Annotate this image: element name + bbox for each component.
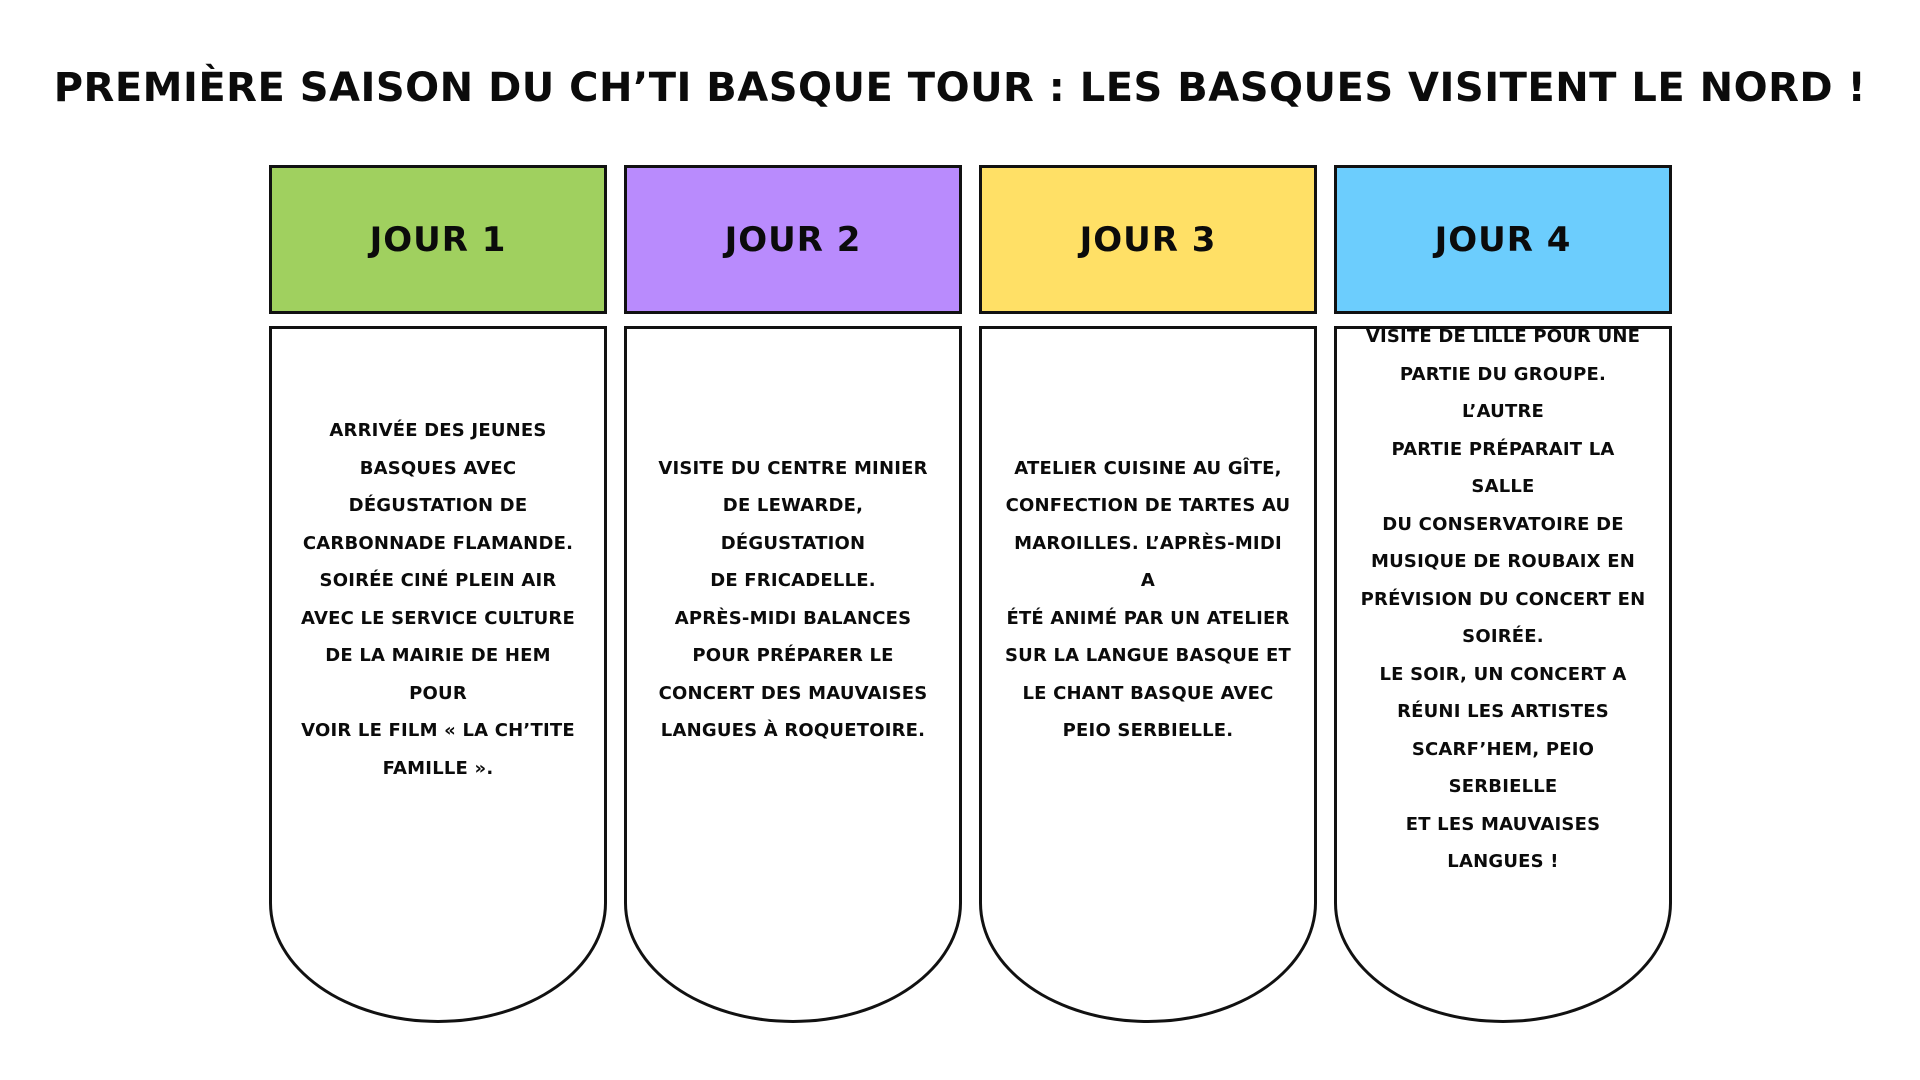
day-text-line: CARBONNADE FLAMANDE. [302,532,574,554]
day-text-line: VOIR LE FILM « LA CH’TITE [301,720,575,741]
page-title: PREMIÈRE SAISON DU CH’TI BASQUE TOUR : LES BASQUES VISITENT LE NORD ! [53,65,1867,111]
day-text-line: APRÈS-MIDI BALANCES [674,607,912,629]
day-text-line: MUSIQUE DE ROUBAIX EN [1370,551,1635,573]
day-text-line: POUR PRÉPARER LE [692,645,894,666]
day-text-line: ÉTÉ ANIMÉ PAR UN ATELIER [1006,607,1290,629]
day-text-line: ET LES MAUVAISES LANGUES ! [1405,813,1601,873]
day-text-line: FAMILLE ». [382,757,494,779]
day-text-line: SOIRÉE. [1462,626,1544,648]
day-text-line: CONCERT DES MAUVAISES [658,682,928,704]
day-column-3 [979,165,1317,1023]
day-column-4 [1334,165,1672,1023]
day-text-line: PARTIE PRÉPARAIT LA SALLE [1391,438,1615,498]
day-text-line: PARTIE DU GROUPE. L’AUTRE [1399,363,1607,423]
day-text-line: ATELIER CUISINE AU GÎTE, [1014,457,1282,479]
day-text-line: DE FRICADELLE. [710,570,876,591]
day-text-line: DU CONSERVATOIRE DE [1382,513,1624,535]
day-header-1 [269,165,607,314]
day-text-line: BASQUES AVEC [359,457,517,479]
day-description-3 [1004,450,1292,750]
day-text-line: MAROILLES. L’APRÈS-MIDI A [1014,532,1282,591]
day-text-line: VISITE DE LILLE POUR UNE [1365,326,1641,348]
day-card-2 [624,326,962,1023]
day-text-line: VISITE DU CENTRE MINIER [658,457,928,479]
day-text-line: PRÉVISION DU CONCERT EN [1360,588,1646,610]
day-text-line: LE CHANT BASQUE AVEC [1022,682,1274,704]
day-label-2: JOUR 2 [724,219,862,260]
day-text-line: RÉUNI LES ARTISTES [1397,701,1609,723]
day-text-line: SOIRÉE CINÉ PLEIN AIR [319,570,557,591]
day-description-2 [649,450,937,750]
day-column-1 [269,165,607,1023]
day-text-line: ARRIVÉE DES JEUNES [329,420,547,441]
day-description-1 [294,412,582,787]
day-card-4 [1334,326,1672,1023]
day-text-line: LE SOIR, UN CONCERT A [1379,663,1627,685]
day-text-line: SUR LA LANGUE BASQUE ET [1004,645,1292,666]
day-description-4 [1359,318,1647,881]
day-header-3 [979,165,1317,314]
day-header-4 [1334,165,1672,314]
day-label-4: JOUR 4 [1434,219,1572,260]
day-text-line: CONFECTION DE TARTES AU [1005,495,1291,516]
day-text-line: PEIO SERBIELLE. [1062,720,1234,741]
day-card-3 [979,326,1317,1023]
day-column-2 [624,165,962,1023]
day-label-3: JOUR 3 [1079,219,1217,260]
day-text-line: LANGUES À ROQUETOIRE. [660,720,926,741]
day-label-1: JOUR 1 [369,219,507,260]
day-text-line: DÉGUSTATION DE [348,495,528,516]
day-text-line: DE LA MAIRIE DE HEM POUR [325,645,551,704]
day-header-2 [624,165,962,314]
day-text-line: SCARF’HEM, PEIO SERBIELLE [1411,738,1595,798]
day-text-line: DE LEWARDE, DÉGUSTATION [720,495,866,554]
day-text-line: AVEC LE SERVICE CULTURE [301,607,575,629]
day-card-1 [269,326,607,1023]
